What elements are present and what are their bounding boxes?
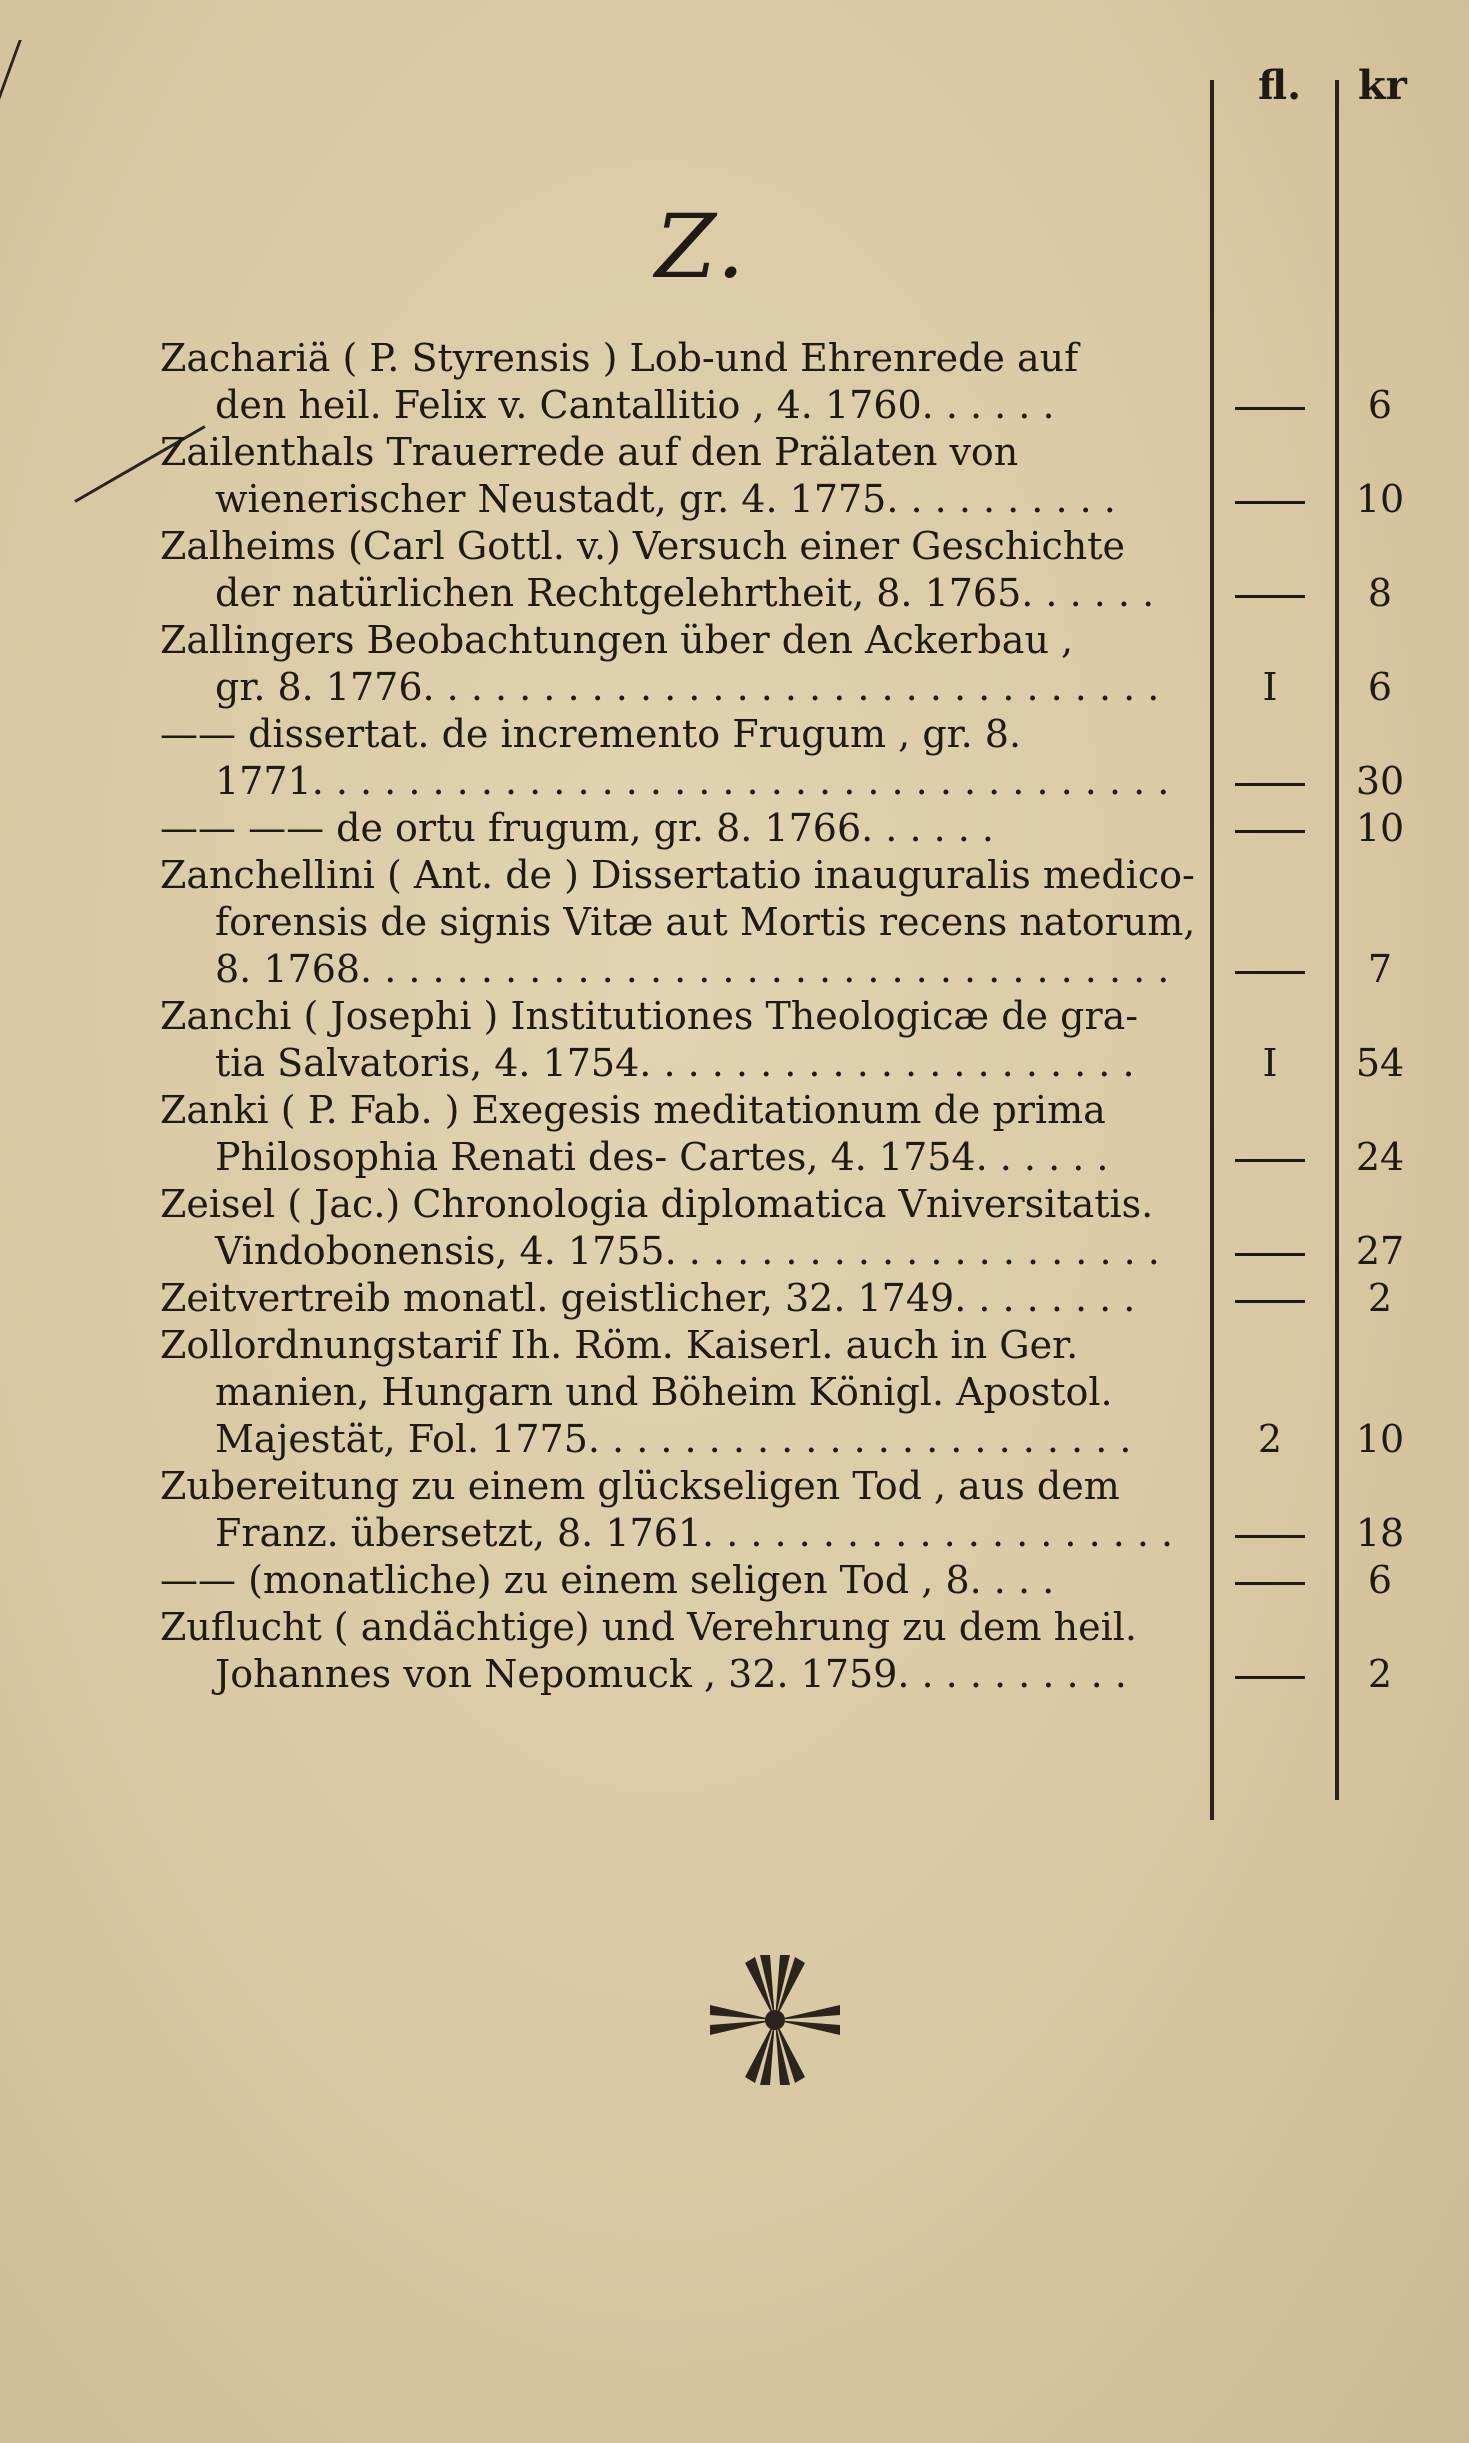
dash-placeholder <box>1235 971 1305 974</box>
entry-text: 1771. . . . . . . . . . . . . . . . . . . . . . . . . . . . . . . . . . . . <box>215 759 1170 803</box>
entry-text: Zailenthals Trauerrede auf den Prälaten von <box>160 430 1019 474</box>
price-kr: 30 <box>1355 759 1405 803</box>
section-letter: Z. <box>655 195 747 298</box>
dash-placeholder <box>1235 595 1305 598</box>
entry-text: Johannes von Nepomuck , 32. 1759. . . . . . . . . . <box>215 1652 1127 1696</box>
entry-line <box>160 335 1210 382</box>
entry-text: Vindobonensis, 4. 1755. . . . . . . . . . . . . . . . . . . . . <box>215 1229 1160 1273</box>
price-fl <box>1225 946 1315 993</box>
entry-line <box>160 1322 1210 1369</box>
entry-line <box>160 852 1210 899</box>
price-fl <box>1225 1228 1315 1275</box>
entry-line <box>160 1604 1210 1651</box>
price-fl <box>1225 1557 1315 1604</box>
entry-text: forensis de signis Vitæ aut Mortis recens natorum, <box>215 900 1196 944</box>
dash-placeholder <box>1235 1159 1305 1162</box>
price-kr: 10 <box>1355 1417 1405 1461</box>
entry-line <box>160 570 1393 617</box>
price-fl: I <box>1262 1041 1278 1085</box>
entry-text: wienerischer Neustadt, gr. 4. 1775. . . . . . . . . . <box>215 477 1116 521</box>
column-header-fl: fl. <box>1258 62 1302 109</box>
entry-text: Zallingers Beobachtungen über den Ackerbau , <box>160 618 1074 662</box>
price-kr: 24 <box>1355 1135 1405 1179</box>
entry-line <box>160 1557 1393 1604</box>
entry-text: Zachariä ( P. Styrensis ) Lob-und Ehrenrede auf <box>160 336 1079 380</box>
price-fl <box>1225 1275 1315 1322</box>
column-rule-fl <box>1210 80 1214 1820</box>
entry-text: Zanchellini ( Ant. de ) Dissertatio inauguralis medico- <box>160 853 1195 897</box>
entry-text: Zeitvertreib monatl. geistlicher, 32. 1749. . . . . . . . <box>160 1276 1136 1320</box>
dash-placeholder <box>1235 1535 1305 1538</box>
price-fl <box>1225 1651 1315 1698</box>
entry-line <box>160 993 1210 1040</box>
entry-text: —— dissertat. de incremento Frugum , gr. 8. <box>160 712 1022 756</box>
price-kr: 2 <box>1367 1276 1393 1320</box>
printer-ornament <box>700 1945 850 2095</box>
dash-placeholder <box>1235 1582 1305 1585</box>
price-kr: 6 <box>1367 383 1393 427</box>
entry-line <box>160 1181 1210 1228</box>
entry-line <box>160 899 1210 946</box>
price-kr: 18 <box>1355 1511 1405 1555</box>
dash-placeholder <box>1235 1253 1305 1256</box>
entry-text: manien, Hungarn und Böheim Königl. Apostol. <box>215 1370 1113 1414</box>
column-header-kr: kr <box>1358 62 1407 109</box>
entry-line <box>160 1228 1405 1275</box>
price-kr: 6 <box>1367 665 1393 709</box>
entry-line <box>160 1040 1405 1087</box>
price-fl: I <box>1262 665 1278 709</box>
price-fl <box>1225 382 1315 429</box>
price-kr: 7 <box>1367 947 1393 991</box>
entry-text: Zubereitung zu einem glückseligen Tod , aus dem <box>160 1464 1120 1508</box>
price-kr: 2 <box>1367 1652 1393 1696</box>
entry-text: den heil. Felix v. Cantallitio , 4. 1760. . . . . . <box>215 383 1055 427</box>
entry-text: Zollordnungstarif Ih. Röm. Kaiserl. auch in Ger. <box>160 1323 1079 1367</box>
entry-text: Majestät, Fol. 1775. . . . . . . . . . . . . . . . . . . . . . . <box>215 1417 1132 1461</box>
dash-placeholder <box>1235 407 1305 410</box>
entry-line <box>160 429 1210 476</box>
price-fl: 2 <box>1257 1417 1283 1461</box>
entry-line <box>160 664 1393 711</box>
dash-placeholder <box>1235 783 1305 786</box>
entry-line <box>160 758 1405 805</box>
price-fl <box>1225 1510 1315 1557</box>
price-kr: 10 <box>1355 806 1405 850</box>
price-kr: 54 <box>1355 1041 1405 1085</box>
entry-line <box>160 1510 1405 1557</box>
entry-line <box>160 476 1405 523</box>
entry-text: —— —— de ortu frugum, gr. 8. 1766. . . . . . <box>160 806 994 850</box>
dash-placeholder <box>1235 1676 1305 1679</box>
dash-placeholder <box>1235 1300 1305 1303</box>
entry-line <box>160 1087 1210 1134</box>
entry-text: Zanchi ( Josephi ) Institutiones Theologicæ de gra- <box>160 994 1139 1038</box>
entry-line <box>160 523 1210 570</box>
price-fl <box>1225 805 1315 852</box>
entry-text: Zalheims (Carl Gottl. v.) Versuch einer Geschichte <box>160 524 1125 568</box>
entry-text: Zeisel ( Jac.) Chronologia diplomatica Vniversitatis. <box>160 1182 1154 1226</box>
dash-placeholder <box>1235 501 1305 504</box>
price-kr: 6 <box>1367 1558 1393 1602</box>
entry-text: —— (monatliche) zu einem seligen Tod , 8. . . . <box>160 1558 1055 1602</box>
price-fl <box>1225 570 1315 617</box>
price-kr: 8 <box>1367 571 1393 615</box>
entry-line <box>160 1463 1210 1510</box>
entry-text: Philosophia Renati des- Cartes, 4. 1754. . . . . . <box>215 1135 1109 1179</box>
dash-placeholder <box>1235 830 1305 833</box>
entry-line <box>160 1651 1393 1698</box>
price-fl <box>1225 758 1315 805</box>
price-kr: 27 <box>1355 1229 1405 1273</box>
entry-text: Zuflucht ( andächtige) und Verehrung zu dem heil. <box>160 1605 1137 1649</box>
entry-line <box>160 805 1405 852</box>
entry-text: 8. 1768. . . . . . . . . . . . . . . . . . . . . . . . . . . . . . . . . . <box>215 947 1170 991</box>
entry-line <box>160 1134 1405 1181</box>
entry-line <box>160 1275 1393 1322</box>
price-fl <box>1225 1134 1315 1181</box>
entry-line <box>160 1416 1405 1463</box>
entry-text: Zanki ( P. Fab. ) Exegesis meditationum de prima <box>160 1088 1106 1132</box>
corner-pen-stroke <box>0 40 48 110</box>
entry-line <box>160 946 1393 993</box>
entry-line <box>160 382 1393 429</box>
entry-line <box>160 617 1210 664</box>
entry-line <box>160 711 1210 758</box>
entry-text: der natürlichen Rechtgelehrtheit, 8. 1765. . . . . . <box>215 571 1155 615</box>
price-fl <box>1225 476 1315 523</box>
entry-text: gr. 8. 1776. . . . . . . . . . . . . . . . . . . . . . . . . . . . . . . <box>215 665 1160 709</box>
price-kr: 10 <box>1355 477 1405 521</box>
entry-line <box>160 1369 1210 1416</box>
catalog-entries <box>160 335 1405 1698</box>
entry-text: Franz. übersetzt, 8. 1761. . . . . . . . . . . . . . . . . . . . <box>215 1511 1174 1555</box>
entry-text: tia Salvatoris, 4. 1754. . . . . . . . . . . . . . . . . . . . . <box>215 1041 1135 1085</box>
